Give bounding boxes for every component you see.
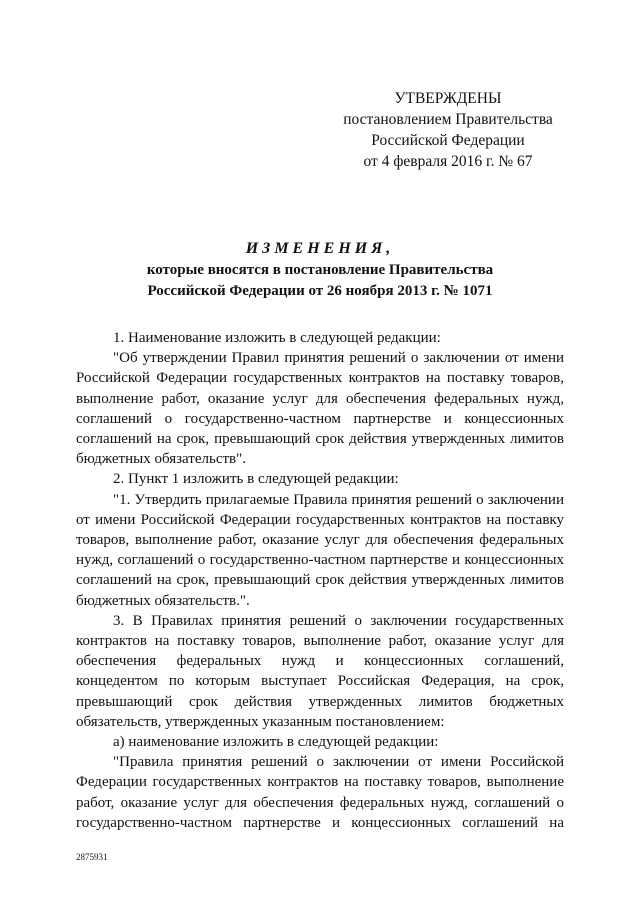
approval-line: Российской Федерации [371,132,525,149]
document-subtitle: Российской Федерации от 26 ноября 2013 г. № 1071 [147,283,493,299]
document-heading [0,238,640,302]
approval-line: постановлением Правительства [343,111,553,128]
approval-title: УТВЕРЖДЕНЫ [394,90,502,107]
paragraph: 3. В Правилах принятия решений о заключении государственных контрактов на поставку товаров, выполнение работ, оказание услуг для обеспечения федеральных нужд и концессионных соглашений, концедентом по которым выступает Российская Федерация, на срок, превышающий срок действия утвержденных лимитов бюджетных обязательств, утвержденных указанным постановлением: [76,612,564,730]
paragraph: 1. Наименование изложить в следующей редакции: [113,330,441,346]
document-title: ИЗМЕНЕНИЯ, [245,240,395,257]
paragraph: а) наименование изложить в следующей редакции: [113,734,439,751]
document-body [76,328,564,833]
document-subtitle: которые вносятся в постановление Правительства [146,262,494,278]
paragraph: "1. Утвердить прилагаемые Правила принятия решений о заключении от имени Российской Федерации государственных контрактов на поставку товаров, выполнение работ, оказание услуг для обеспечения федеральных нужд, соглашений о государственно-частном партнерстве и концессионных соглашений на срок, превышающий срок действия утвержденных лимитов бюджетных обязательств.". [76,491,564,609]
paragraph: "Об утверждении Правил принятия решений о заключении от имени Российской Федерации государственных контрактов на поставку товаров, выполнение работ, оказание услуг для обеспечения федеральных нужд, соглашений о государственно-частном партнерстве и концессионных соглашений на срок, превышающий срок действия утвержденных лимитов бюджетных обязательств". [76,350,564,468]
document-code: 2875931 [76,852,108,862]
approval-date: от 4 февраля 2016 г. № 67 [363,153,533,170]
paragraph: 2. Пункт 1 изложить в следующей редакции: [113,471,399,488]
paragraph: "Правила принятия решений о заключении от имени Российской Федерации государственных контрактов на поставку товаров, выполнение работ, оказание услуг для обеспечения федеральных нужд, соглашений о государственно-частном партнерстве и концессионных соглашений на [76,754,564,831]
approval-stamp [333,88,563,172]
